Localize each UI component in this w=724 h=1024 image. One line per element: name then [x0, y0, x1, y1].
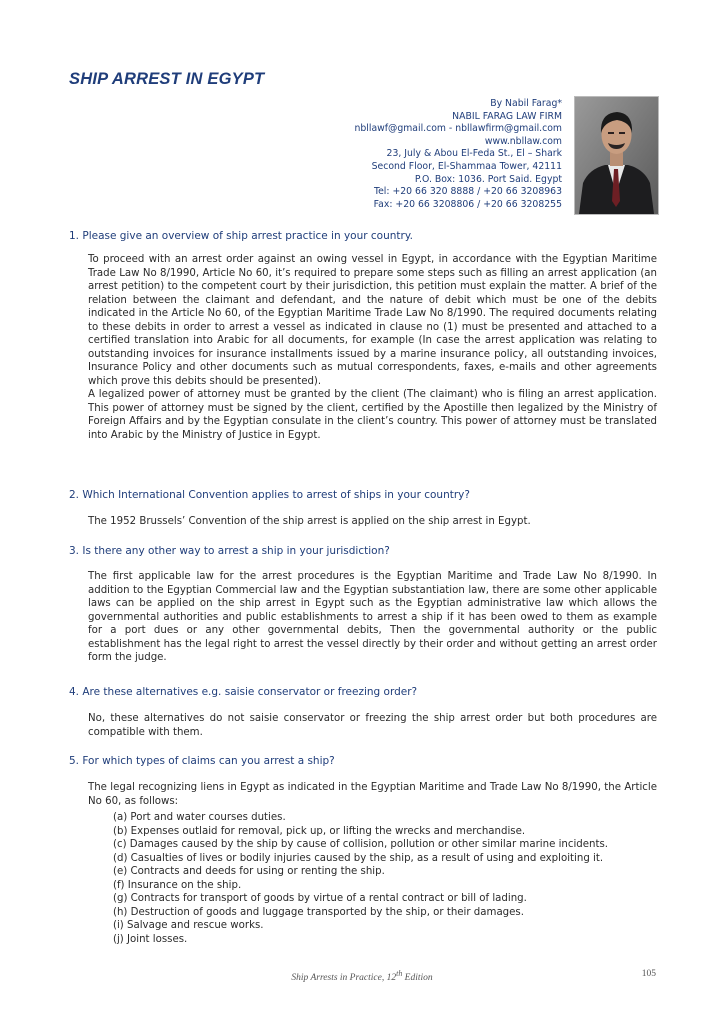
claim-item-e: (e) Contracts and deeds for using or renting the ship. [113, 866, 385, 877]
claim-item-f: (f) Insurance on the ship. [113, 879, 242, 891]
claim-item-a: (a) Port and water courses duties. [113, 812, 286, 823]
author-emails: nbllawf@gmail.com - nbllawfirm@gmail.com [354, 123, 562, 135]
answer-1-paragraph-1: To proceed with an arrest order against an owing vessel in Egypt, in accordance with the Egyptian Maritime Trade Law No 8/1990, Article No 60, it’s required to prepare some steps such as filling an arrest application (an arrest petition) to the competent court by their jurisdiction, this petition must explain the matter. A brief of the relation between the claimant and defendant, and the nature of debit which must be one of the debits indicated in the Article No 60, of the Egyptian Maritime Trade Law No 8/1990. The required documents relating to these debits in order to arrest a vessel as indicated in clause no (1) must be presented and attached to a certified translation into Arabic for all documents, for example (In case the arrest application was relating to outstanding invoices for insurance installments issued by a marine insurance policy, all outstanding invoices, Insurance Policy and other documents such as mutual correspondents, faxes, e-mails and other agreements which prove this debits should be presented). [88, 254, 657, 387]
answer-5-paragraph: The legal recognizing liens in Egypt as indicated in the Egyptian Maritime and Trade Law No 8/1990, the Article No 60, as follows: [88, 782, 657, 807]
answer-3-paragraph: The first applicable law for the arrest procedures is the Egyptian Maritime and Trade Law No 8/1990. In addition to the Egyptian Commercial law and the Egyptian substantiation law, there are some other applicable laws can be applied on the ship arrest in Egypt such as the Egyptian administrative law which allows the governmental authorities and public establishments to arrest a ship if it has been owed to them as example for a port dues or any other governmental debits, Then the governmental authority or the public establishment has the legal right to arrest the vessel directly by their order and without getting an arrest order form the judge. [88, 571, 657, 663]
address-line-1: 23, July & Abou El-Feda St., El – Shark [386, 148, 562, 160]
question-2: 2. Which International Convention applies to arrest of ships in your country? [69, 489, 470, 501]
law-firm-name: NABIL FARAG LAW FIRM [452, 110, 562, 122]
answer-1-paragraph-2: A legalized power of attorney must be granted by the client (The claimant) who is filing an arrest application. This power of attorney must be signed by the client, certified by the Apostille then legalized by the Ministry of Foreign Affairs and by the Egyptian consulate in the client’s country. This power of attorney must be translated into Arabic by the Ministry of Justice in Egypt. [88, 389, 657, 441]
po-box: P.O. Box: 1036. Port Said. Egypt [414, 173, 562, 185]
claim-item-d: (d) Casualties of lives or bodily injuries caused by the ship, as a result of using and exploiting it. [113, 852, 604, 864]
answer-4-paragraph: No, these alternatives do not saisie conservator or freezing the ship arrest order but both procedures are compatible with them. [88, 713, 657, 738]
claim-item-g: (g) Contracts for transport of goods by virtue of a rental contract or bill of lading. [113, 893, 527, 904]
author-block [355, 98, 563, 211]
author-byline: By Nabil Farag* [490, 98, 562, 109]
answer-3 [88, 570, 657, 665]
telephone: Tel: +20 66 320 8888 / +20 66 3208963 [373, 186, 562, 198]
edition-superscript: th [396, 969, 403, 978]
claim-item-c: (c) Damages caused by the ship by cause of collision, pollution or other similar marine incidents. [113, 839, 609, 850]
claim-item-j: (j) Joint losses. [113, 933, 188, 945]
answer-2-paragraph: The 1952 Brussels’ Convention of the ship arrest is applied on the ship arrest in Egypt. [88, 516, 531, 527]
author-website: www.nbllaw.com [484, 135, 562, 147]
page-number: 105 [641, 969, 656, 979]
question-5: 5. For which types of claims can you arrest a ship? [69, 755, 335, 767]
claim-item-i: (i) Salvage and rescue works. [113, 920, 264, 931]
author-photo [574, 96, 659, 215]
question-3: 3. Is there any other way to arrest a ship in your jurisdiction? [69, 545, 390, 557]
edition-suffix: Edition [402, 973, 433, 984]
claim-item-h: (h) Destruction of goods and luggage transported by the ship, or their damages. [113, 906, 524, 918]
fax: Fax: +20 66 3208806 / +20 66 3208255 [373, 198, 562, 210]
answer-5 [88, 781, 657, 808]
publication-title: Ship Arrests in Practice, 12 [291, 973, 397, 984]
question-4: 4. Are these alternatives e.g. saisie conservator or freezing order? [69, 686, 418, 698]
claims-list [113, 811, 608, 946]
address-line-2: Second Floor, El-Shammaa Tower, 42111 [371, 160, 562, 172]
claim-item-b: (b) Expenses outlaid for removal, pick up, or lifting the wrecks and merchandise. [113, 825, 526, 837]
answer-2 [88, 515, 657, 529]
answer-1 [88, 253, 657, 442]
question-1: 1. Please give an overview of ship arrest practice in your country. [69, 230, 413, 242]
page-title: SHIP ARREST IN EGYPT [69, 70, 265, 88]
footer-publication [0, 969, 724, 983]
answer-4 [88, 712, 657, 739]
